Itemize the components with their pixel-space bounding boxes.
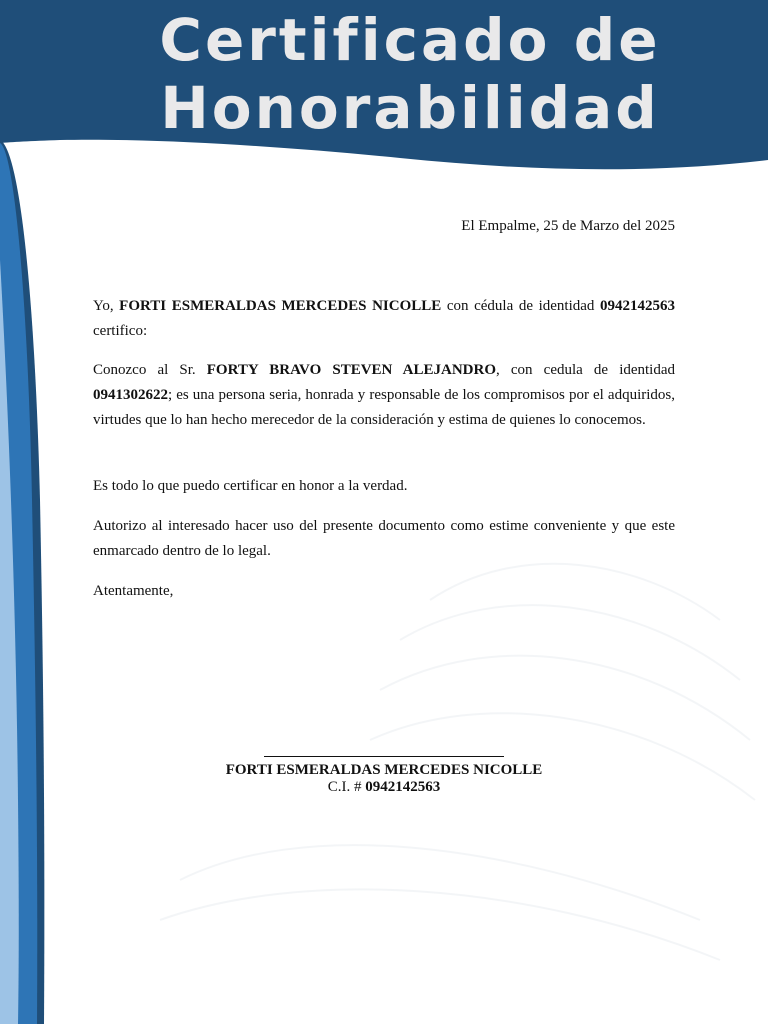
certifier-name: FORTI ESMERALDAS MERCEDES NICOLLE bbox=[119, 298, 442, 314]
closing-paragraph-1: Es todo lo que puedo certificar en honor a la verdad. bbox=[93, 478, 408, 494]
title-line-1: Certificado de bbox=[159, 6, 661, 74]
body-prefix: Conozco al Sr. bbox=[93, 362, 207, 378]
signature-line bbox=[264, 739, 504, 757]
signature-block bbox=[0, 739, 768, 796]
signature-id-prefix: C.I. # bbox=[327, 779, 366, 795]
date-line: El Empalme, 25 de Marzo del 2025 bbox=[461, 218, 675, 234]
body-paragraph bbox=[93, 358, 675, 433]
intro-paragraph bbox=[93, 294, 675, 344]
page-title bbox=[60, 6, 760, 142]
body-middle: , con cedula de identidad bbox=[496, 362, 676, 378]
title-line-2: Honorabilidad bbox=[160, 74, 660, 142]
intro-prefix: Yo, bbox=[93, 298, 120, 314]
subject-id: 0941302622 bbox=[93, 387, 168, 403]
subject-name: FORTY BRAVO STEVEN ALEJANDRO bbox=[206, 362, 497, 378]
body-suffix: ; es una persona seria, honrada y responsable de los compromisos por el adquiridos, virtudes que lo han hecho merecedor de la consideración y estima de quienes lo conocemos. bbox=[93, 387, 675, 428]
closing-paragraph-2: Autorizo al interesado hacer uso del presente documento como estime conveniente y que este enmarcado dentro de lo legal. bbox=[93, 518, 675, 559]
farewell: Atentamente, bbox=[93, 583, 174, 599]
intro-middle: con cédula de identidad bbox=[441, 298, 600, 314]
certifier-id: 0942142563 bbox=[600, 298, 675, 314]
signature-name: FORTI ESMERALDAS MERCEDES NICOLLE bbox=[225, 762, 543, 778]
intro-suffix: certifico: bbox=[93, 323, 148, 339]
signature-id: 0942142563 bbox=[365, 779, 441, 795]
